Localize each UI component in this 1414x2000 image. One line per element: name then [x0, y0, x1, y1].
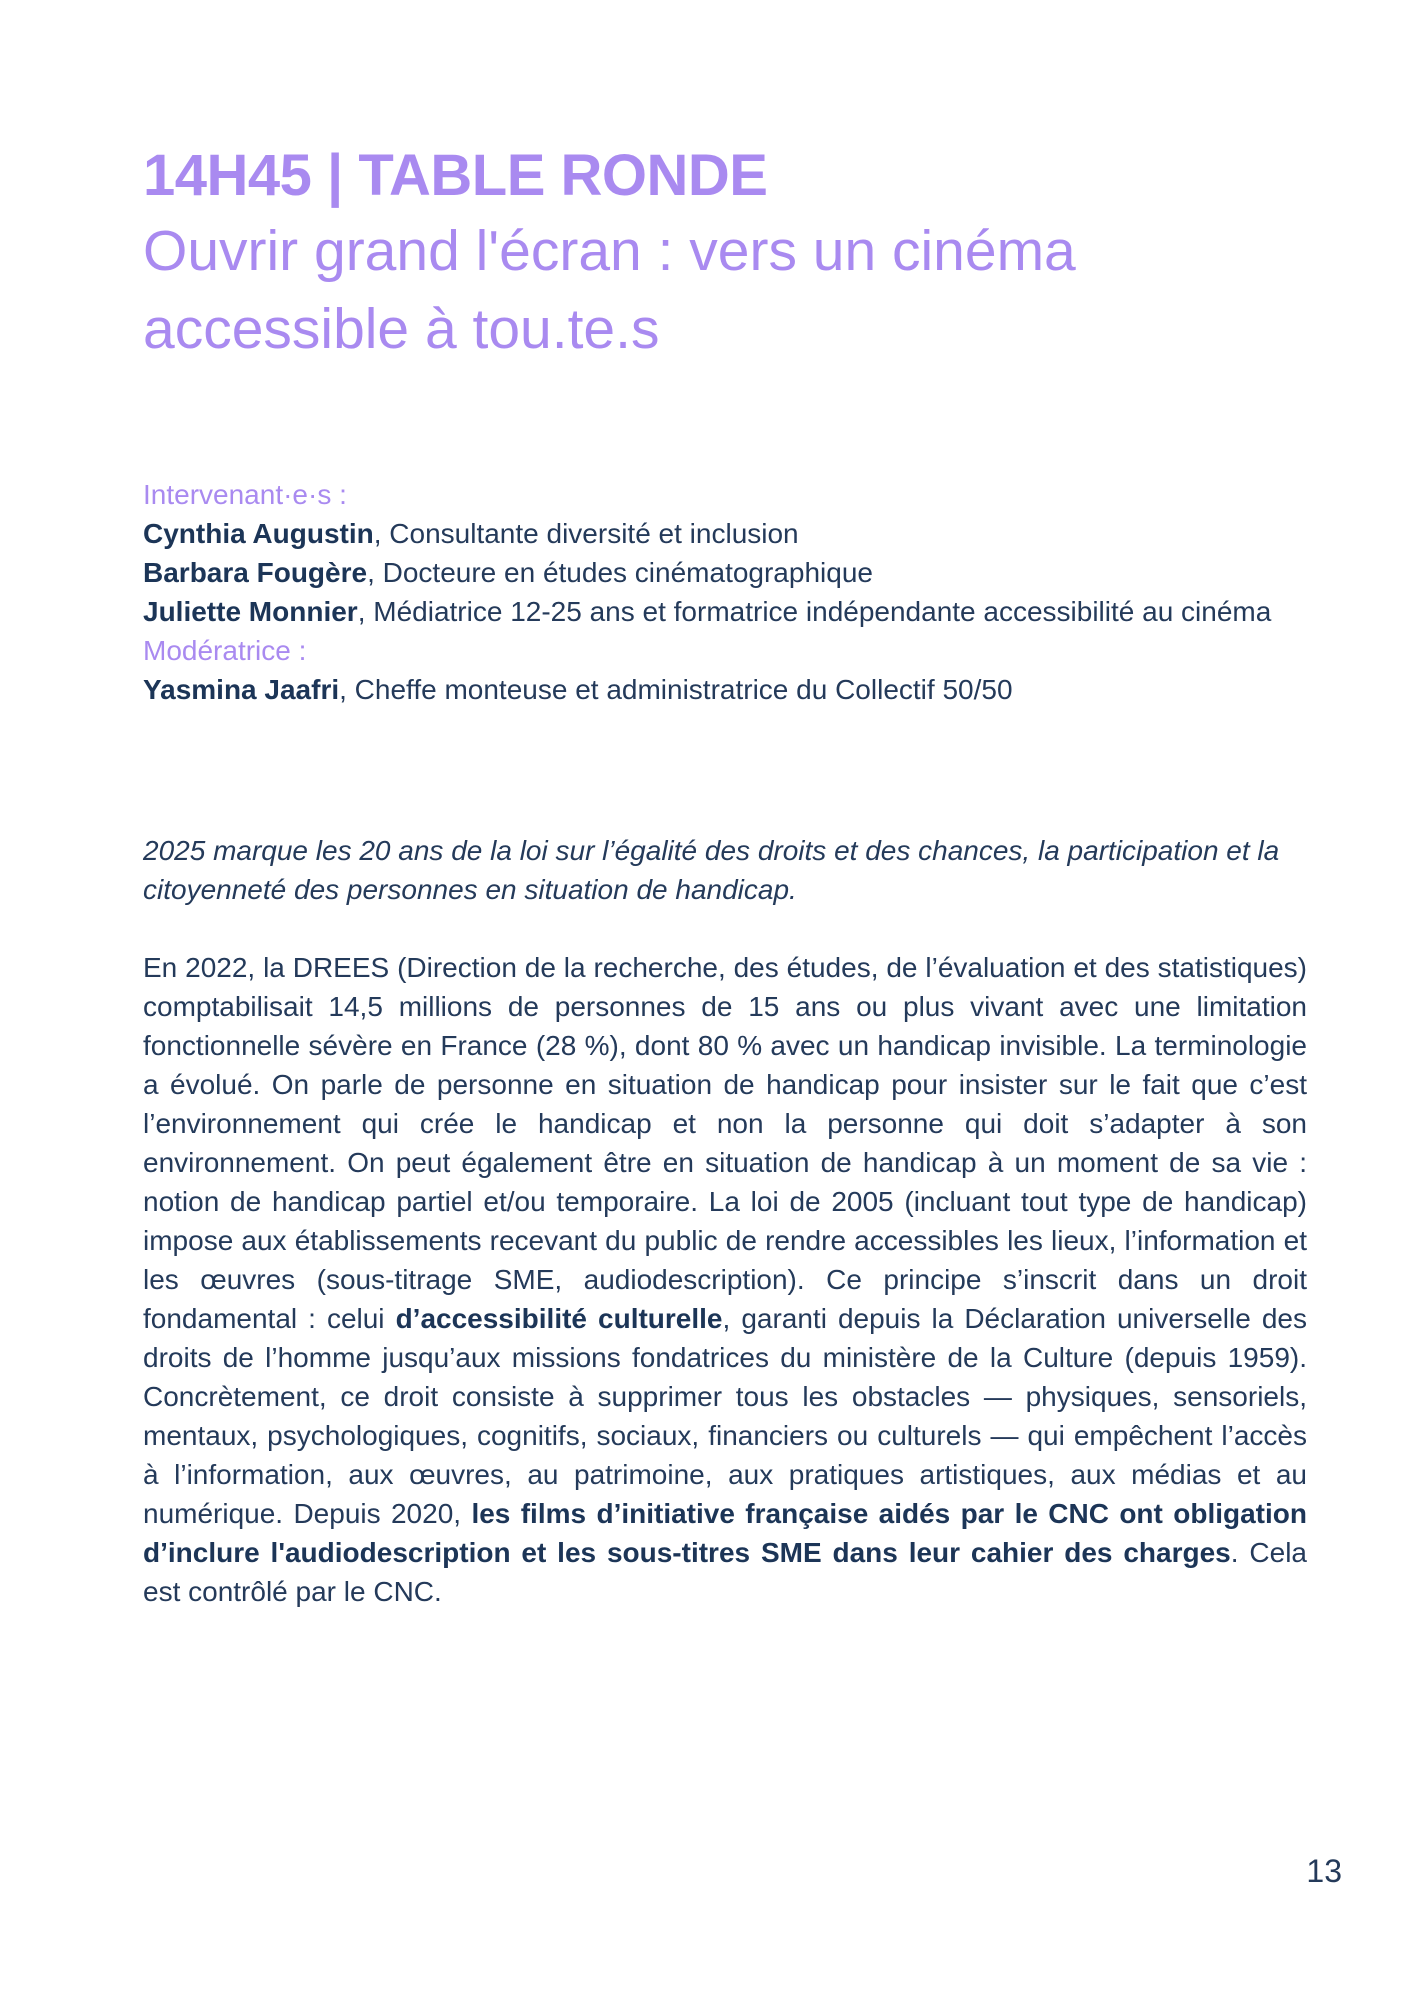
session-title: Ouvrir grand l'écran : vers un cinéma accessible à tou.te.s [143, 219, 1076, 361]
speaker-role: , Médiatrice 12-25 ans et formatrice indépendante accessibilité au cinéma [357, 596, 1272, 627]
body-bold-cnc-obligation: les films d’initiative française aidés par le CNC ont obligation d’inclure l'audiodescription et les sous-titres SME dans leur cahier des charges [143, 1498, 1307, 1568]
body-paragraph [143, 948, 1307, 1611]
moderatrice-label: Modératrice : [143, 635, 307, 666]
page-content [143, 140, 1307, 1639]
intro-paragraph: 2025 marque les 20 ans de la loi sur l’égalité des droits et des chances, la participation et la citoyenneté des personnes en situation de handicap. [143, 835, 1280, 905]
page-number: 13 [1306, 1853, 1342, 1889]
session-time-heading: 14H45 | TABLE RONDE [143, 143, 768, 208]
speaker-name: Juliette Monnier [143, 596, 358, 627]
body-text-part: . Cela est contrôlé par le CNC. [143, 1537, 1307, 1607]
body-text-part: , garanti depuis la Déclaration universelle des droits de l’homme jusqu’aux missions fondatrices du ministère de la Culture (depuis 1959). Concrètement, ce droit consiste à supprimer tous les obstacles — physiques, sensoriels, mentaux, psychologiques, cognitifs, sociaux, financiers ou culturels — qui empêchent l’accès à l’information, aux œuvres, au patrimoine, aux pratiques artistiques, aux médias et au numérique. Depuis 2020, [143, 1303, 1307, 1529]
body-bold-accessibilite: d’accessibilité culturelle [395, 1303, 723, 1334]
moderator-line [143, 670, 1307, 709]
speaker-name: Barbara Fougère [143, 557, 368, 588]
moderator-role: , Cheffe monteuse et administratrice du Collectif 50/50 [339, 674, 1013, 705]
speaker-role: , Consultante diversité et inclusion [373, 518, 799, 549]
moderator-name: Yasmina Jaafri [143, 674, 340, 705]
body-text-part: En 2022, la DREES (Direction de la recherche, des études, de l’évaluation et des statistiques) comptabilisait 14,5 millions de personnes de 15 ans ou plus vivant avec une limitation fonctionnelle sévère en France (28 %), dont 80 % avec un handicap invisible. La terminologie a évolué. On parle de personne en situation de handicap pour insister sur le fait que c’est l’environnement qui crée le handicap et non la personne qui doit s’adapter à son environnement. On peut également être en situation de handicap à un moment de sa vie : notion de handicap partiel et/ou temporaire. La loi de 2005 (incluant tout type de handicap) impose aux établissements recevant du public de rendre accessibles les lieux, l’information et les œuvres (sous-titrage SME, audiodescription). Ce principe s’inscrit dans un droit fondamental : celui [143, 952, 1307, 1334]
speakers-block [143, 475, 1307, 709]
speaker-line [143, 514, 1307, 553]
speaker-line [143, 553, 1307, 592]
speaker-line [143, 592, 1307, 631]
intervenants-label: Intervenant·e·s : [143, 479, 347, 510]
speaker-role: , Docteure en études cinématographique [367, 557, 873, 588]
speaker-name: Cynthia Augustin [143, 518, 374, 549]
